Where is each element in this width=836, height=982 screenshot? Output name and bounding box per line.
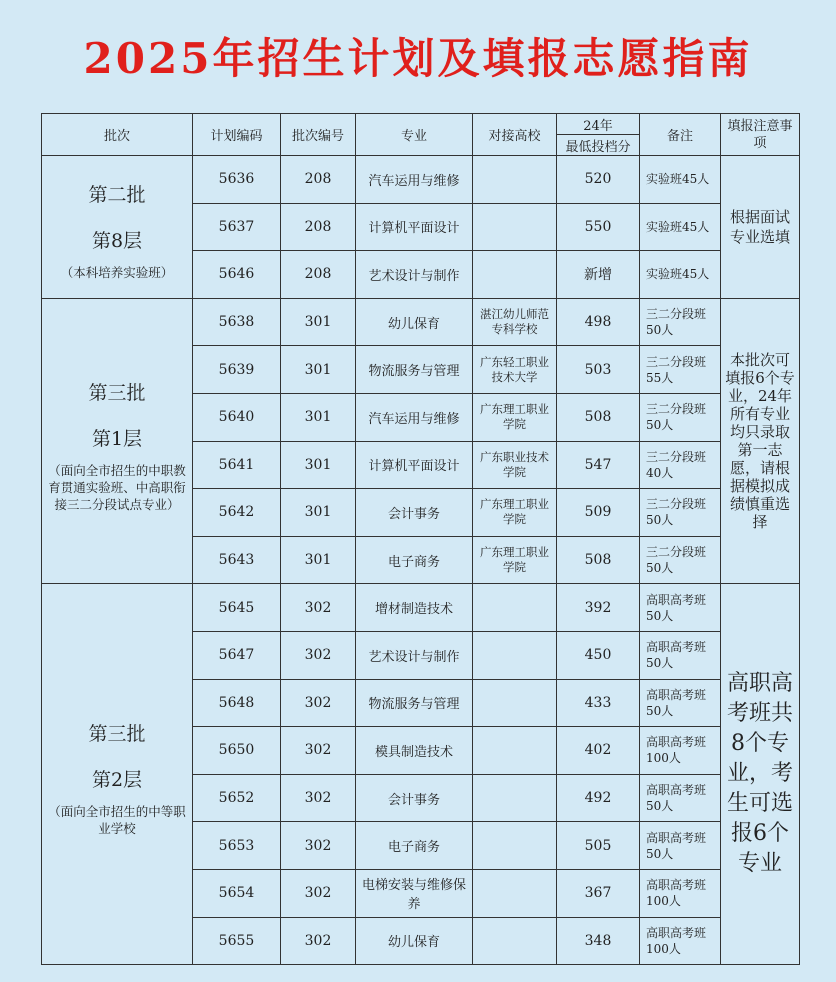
remark-cell: 高职高考班 50人: [640, 822, 721, 870]
partner-cell: 湛江幼儿师范专科学校: [473, 298, 557, 346]
admission-plan-table: [41, 113, 800, 965]
plan-code-cell: 5652: [193, 774, 281, 822]
score-cell: 392: [557, 584, 640, 632]
remark-cell: 高职高考班 50人: [640, 679, 721, 727]
table-row: [42, 156, 800, 204]
score-cell: 505: [557, 822, 640, 870]
plan-code-cell: 5640: [193, 393, 281, 441]
major-cell: 会计事务: [356, 774, 473, 822]
plan-code-cell: 5642: [193, 489, 281, 537]
batch-line1: 第三批: [88, 381, 146, 404]
partner-cell: [473, 774, 557, 822]
batch-code-cell: 208: [281, 203, 356, 251]
batch-code-cell: 208: [281, 156, 356, 204]
major-cell: 模具制造技术: [356, 727, 473, 775]
score-cell: 498: [557, 298, 640, 346]
batch-code-cell: 301: [281, 489, 356, 537]
major-cell: 计算机平面设计: [356, 441, 473, 489]
partner-cell: [473, 156, 557, 204]
plan-code-cell: 5650: [193, 727, 281, 775]
remark-cell: 实验班45人: [640, 203, 721, 251]
batch-subtitle: （本科培养实验班）: [60, 265, 174, 281]
table-body: [42, 156, 800, 965]
batch-code-cell: 208: [281, 251, 356, 299]
notes-cell: 高职高考班共8个专业，考生可选报6个专业: [721, 584, 800, 965]
plan-code-cell: 5643: [193, 536, 281, 584]
score-cell: 450: [557, 631, 640, 679]
header-score-year: 24年: [557, 114, 640, 135]
partner-cell: 广东轻工职业技术大学: [473, 346, 557, 394]
major-cell: 增材制造技术: [356, 584, 473, 632]
remark-cell: 高职高考班 100人: [640, 869, 721, 917]
remark-cell: 实验班45人: [640, 251, 721, 299]
batch-subtitle: （面向全市招生的中职教育贯通实验班、中高职衔接三二分段试点专业）: [48, 462, 186, 512]
plan-code-cell: 5639: [193, 346, 281, 394]
batch-code-cell: 302: [281, 631, 356, 679]
remark-cell: 高职高考班 50人: [640, 584, 721, 632]
header-score-label: 最低投档分: [557, 135, 640, 156]
score-cell: 348: [557, 917, 640, 965]
batch-code-cell: 301: [281, 393, 356, 441]
batch-code-cell: 301: [281, 346, 356, 394]
major-cell: 幼儿保育: [356, 298, 473, 346]
table-row: [42, 298, 800, 346]
batch-line1: 第三批: [88, 723, 146, 746]
batch-code-cell: 302: [281, 869, 356, 917]
batch-code-cell: 302: [281, 727, 356, 775]
remark-cell: 三二分段班 55人: [640, 346, 721, 394]
partner-cell: 广东理工职业学院: [473, 489, 557, 537]
score-cell: 433: [557, 679, 640, 727]
batch-line2: 第2层: [91, 769, 143, 792]
remark-cell: 高职高考班 50人: [640, 631, 721, 679]
major-cell: 会计事务: [356, 489, 473, 537]
header-notes: 填报注意事项: [721, 114, 800, 156]
partner-cell: [473, 822, 557, 870]
batch-subtitle: （面向全市招生的中等职业学校: [48, 804, 186, 837]
remark-cell: 实验班45人: [640, 156, 721, 204]
remark-cell: 三二分段班 50人: [640, 298, 721, 346]
major-cell: 艺术设计与制作: [356, 251, 473, 299]
partner-cell: [473, 917, 557, 965]
major-cell: 物流服务与管理: [356, 679, 473, 727]
major-cell: 汽车运用与维修: [356, 393, 473, 441]
batch-code-cell: 301: [281, 536, 356, 584]
plan-code-cell: 5636: [193, 156, 281, 204]
score-cell: 492: [557, 774, 640, 822]
remark-cell: 高职高考班 100人: [640, 917, 721, 965]
batch-line1: 第二批: [88, 184, 146, 207]
header-plan-code: 计划编码: [193, 114, 281, 156]
batch-cell: [42, 584, 193, 965]
partner-cell: 广东职业技术学院: [473, 441, 557, 489]
remark-cell: 三二分段班 50人: [640, 536, 721, 584]
batch-code-cell: 302: [281, 822, 356, 870]
partner-cell: [473, 203, 557, 251]
plan-code-cell: 5638: [193, 298, 281, 346]
major-cell: 电子商务: [356, 822, 473, 870]
batch-code-cell: 301: [281, 441, 356, 489]
plan-code-cell: 5641: [193, 441, 281, 489]
batch-code-cell: 302: [281, 917, 356, 965]
partner-cell: 广东理工职业学院: [473, 393, 557, 441]
score-cell: 550: [557, 203, 640, 251]
page-title: 2025年招生计划及填报志愿指南: [83, 34, 753, 83]
batch-cell: [42, 156, 193, 299]
plan-code-cell: 5655: [193, 917, 281, 965]
plan-code-cell: 5654: [193, 869, 281, 917]
header-batch: 批次: [42, 114, 193, 156]
remark-cell: 三二分段班 50人: [640, 393, 721, 441]
partner-cell: [473, 584, 557, 632]
partner-cell: [473, 869, 557, 917]
major-cell: 电梯安装与维修保养: [356, 869, 473, 917]
major-cell: 艺术设计与制作: [356, 631, 473, 679]
plan-code-cell: 5648: [193, 679, 281, 727]
partner-cell: [473, 251, 557, 299]
score-cell: 520: [557, 156, 640, 204]
batch-code-cell: 302: [281, 584, 356, 632]
remark-cell: 三二分段班 50人: [640, 489, 721, 537]
batch-code-cell: 302: [281, 679, 356, 727]
partner-cell: 广东理工职业学院: [473, 536, 557, 584]
major-cell: 计算机平面设计: [356, 203, 473, 251]
notes-cell: 本批次可填报6个专业，24年所有专业均只录取第一志愿，请根据模拟成绩慎重选择: [721, 298, 800, 584]
plan-code-cell: 5645: [193, 584, 281, 632]
partner-cell: [473, 679, 557, 727]
batch-line2: 第8层: [91, 230, 143, 253]
score-cell: 509: [557, 489, 640, 537]
major-cell: 幼儿保育: [356, 917, 473, 965]
batch-line2: 第1层: [91, 427, 143, 450]
plan-code-cell: 5646: [193, 251, 281, 299]
plan-code-cell: 5647: [193, 631, 281, 679]
batch-cell: [42, 298, 193, 584]
score-cell: 新增: [557, 251, 640, 299]
score-cell: 402: [557, 727, 640, 775]
plan-code-cell: 5637: [193, 203, 281, 251]
score-cell: 367: [557, 869, 640, 917]
score-cell: 503: [557, 346, 640, 394]
partner-cell: [473, 631, 557, 679]
score-cell: 508: [557, 393, 640, 441]
score-cell: 508: [557, 536, 640, 584]
remark-cell: 三二分段班 40人: [640, 441, 721, 489]
header-partner: 对接高校: [473, 114, 557, 156]
header-remark: 备注: [640, 114, 721, 156]
major-cell: 汽车运用与维修: [356, 156, 473, 204]
remark-cell: 高职高考班 50人: [640, 774, 721, 822]
header-major: 专业: [356, 114, 473, 156]
major-cell: 物流服务与管理: [356, 346, 473, 394]
major-cell: 电子商务: [356, 536, 473, 584]
partner-cell: [473, 727, 557, 775]
plan-code-cell: 5653: [193, 822, 281, 870]
header-batch-code: 批次编号: [281, 114, 356, 156]
remark-cell: 高职高考班 100人: [640, 727, 721, 775]
notes-cell: 根据面试专业选填: [721, 156, 800, 299]
table-row: [42, 584, 800, 632]
batch-code-cell: 301: [281, 298, 356, 346]
batch-code-cell: 302: [281, 774, 356, 822]
score-cell: 547: [557, 441, 640, 489]
